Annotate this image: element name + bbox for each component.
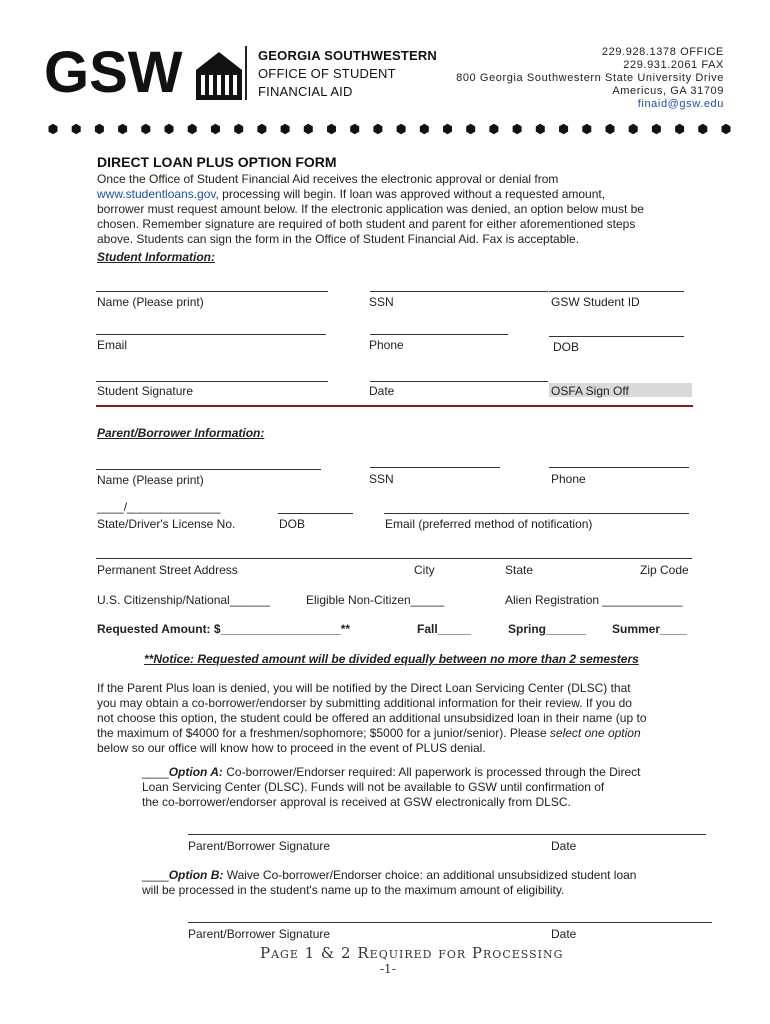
spring-field[interactable]: Spring______: [508, 622, 587, 636]
license-label: State/Driver's License No.: [97, 517, 236, 531]
citizenship-field[interactable]: U.S. Citizenship/National______: [97, 593, 270, 607]
office-line-1: GEORGIA SOUTHWESTERN: [258, 48, 438, 63]
hexagon-dot: [72, 124, 81, 134]
building-icon: [196, 52, 242, 100]
hexagon-dot: [420, 124, 429, 134]
option-a-label: Option A:: [168, 765, 223, 779]
option-b-signature-label: Parent/Borrower Signature: [188, 927, 331, 941]
hexagon-dot: [118, 124, 127, 134]
alien-registration-field[interactable]: Alien Registration ____________: [505, 593, 683, 607]
student-date-line[interactable]: [370, 381, 548, 382]
osfa-signoff-label: OSFA Sign Off: [551, 384, 629, 398]
option-b-signature-line[interactable]: [188, 922, 712, 923]
hexagon-dot: [95, 124, 104, 134]
student-email-line[interactable]: [96, 334, 326, 335]
parent-name-label: Name (Please print): [97, 473, 204, 487]
student-ssn-line[interactable]: [370, 291, 548, 292]
parent-phone-line[interactable]: [549, 467, 689, 468]
street-address-label: Permanent Street Address: [97, 563, 238, 577]
hexagon-dot: [350, 124, 359, 134]
student-email-label: Email: [97, 338, 128, 352]
student-phone-label: Phone: [369, 338, 404, 352]
hexagon-dot: [606, 124, 615, 134]
summer-field[interactable]: Summer____: [612, 622, 687, 636]
student-signature-line[interactable]: [96, 381, 328, 382]
street-address: 800 Georgia Southwestern State University Drive: [456, 72, 724, 84]
hexagon-dot: [234, 124, 243, 134]
parent-dob-label: DOB: [279, 517, 306, 531]
student-dob-label: DOB: [553, 340, 580, 354]
option-b-label: Option B:: [168, 868, 224, 882]
hexagon-dot-border: [47, 120, 732, 138]
parent-email-line[interactable]: [384, 513, 689, 514]
student-dob-line[interactable]: [549, 336, 684, 337]
student-id-line[interactable]: [549, 291, 684, 292]
parent-phone-label: Phone: [551, 472, 586, 486]
zip-label: Zip Code: [640, 563, 689, 577]
parent-dob-line[interactable]: [278, 513, 353, 514]
gsw-logo: [44, 42, 244, 104]
hexagon-dot: [489, 124, 498, 134]
option-a-block: ____Option A: Co-borrower/Endorser required: All paperwork is processed through the Direct Loan Servicing Center (DLSC). Funds will not be available to GSW until confirmation of the co-borrower/endorser approval is received at GSW electronically from DLSC.: [142, 765, 641, 809]
hexagon-dot: [443, 124, 452, 134]
requested-amount-field[interactable]: Requested Amount: $__________________**: [97, 622, 351, 636]
parent-ssn-label: SSN: [369, 472, 394, 486]
hexagon-dot: [466, 124, 475, 134]
hexagon-dot: [281, 124, 290, 134]
student-date-label: Date: [369, 384, 395, 398]
logo-text: GSW: [44, 42, 183, 104]
parent-email-label: Email (preferred method of notification): [385, 517, 593, 531]
office-line-3: FINANCIAL AID: [258, 84, 353, 99]
parent-info-heading: Parent/Borrower Information:: [97, 426, 265, 440]
student-ssn-label: SSN: [369, 295, 394, 309]
office-phone: 229.928.1378 OFFICE: [601, 46, 724, 58]
parent-name-line[interactable]: [96, 469, 321, 470]
state-label: State: [505, 563, 534, 577]
hexagon-dot: [257, 124, 266, 134]
option-a-signature-label: Parent/Borrower Signature: [188, 839, 331, 853]
student-id-label: GSW Student ID: [551, 295, 640, 309]
hexagon-dot: [582, 124, 591, 134]
option-a-signature-line[interactable]: [188, 834, 706, 835]
studentloans-link[interactable]: www.studentloans.gov: [97, 187, 216, 201]
office-line-2: OFFICE OF STUDENT: [258, 66, 396, 81]
hexagon-dot: [513, 124, 522, 134]
student-name-line[interactable]: [96, 291, 328, 292]
hexagon-dot: [188, 124, 197, 134]
hexagon-dot: [652, 124, 661, 134]
city-address: Americus, GA 31709: [612, 85, 724, 97]
fax-number: 229.931.2061 FAX: [623, 59, 724, 71]
header-divider: [245, 46, 247, 100]
student-signature-label: Student Signature: [97, 384, 194, 398]
hexagon-dot: [722, 124, 731, 134]
hexagon-dot: [536, 124, 545, 134]
denial-paragraph: If the Parent Plus loan is denied, you will be notified by the Direct Loan Servicing Center (DLSC) that you may obtain a co-borrower/endorser by submitting additional information for their review. If you do not choose this option, the student could be offered an additional unsubsidized loan in their name (up to the maximum of $4000 for a freshmen/sophomore; $5000 for a junior/senior). Please select one option below so our office will know how to proceed in the event of PLUS denial.: [97, 681, 647, 755]
hexagon-dot: [165, 124, 174, 134]
section-divider: [96, 405, 693, 407]
hexagon-dot: [304, 124, 313, 134]
student-info-heading: Student Information:: [97, 250, 215, 264]
hexagon-dot: [698, 124, 707, 134]
option-a-blank[interactable]: ____: [142, 765, 169, 779]
noncitizen-field[interactable]: Eligible Non-Citizen_____: [306, 593, 445, 607]
intro-paragraph: Once the Office of Student Financial Aid receives the electronic approval or denial from www.studentloans.gov, processing will begin. If loan was approved without a requested amount, borrower must request amount below. If the electronic application was denied, an option below must be chosen. Remember signature are required of both student and parent for either aforementioned steps above. Students can sign the form in the Office of Student Financial Aid. Fax is acceptable.: [97, 172, 644, 246]
address-line[interactable]: [96, 558, 692, 559]
option-b-date-label: Date: [551, 927, 577, 941]
hexagon-dot: [211, 124, 220, 134]
page-number: -1-: [380, 962, 396, 976]
fall-field[interactable]: Fall_____: [417, 622, 472, 636]
student-name-label: Name (Please print): [97, 295, 204, 309]
hexagon-dot: [675, 124, 684, 134]
option-a-date-label: Date: [551, 839, 577, 853]
required-footer: Page 1 & 2 Required for Processing: [260, 944, 564, 962]
student-phone-line[interactable]: [370, 334, 508, 335]
email-link[interactable]: finaid@gsw.edu: [637, 98, 724, 110]
option-b-block: ____Option B: Waive Co-borrower/Endorser choice: an additional unsubsidized student loan will be processed in the student's name up to the maximum amount of eligibility.: [142, 868, 637, 897]
hexagon-dot: [327, 124, 336, 134]
hexagon-dot: [141, 124, 150, 134]
hexagon-dot: [397, 124, 406, 134]
notice-text: **Notice: Requested amount will be divided equally between no more than 2 semesters: [144, 652, 639, 666]
hexagon-dot: [373, 124, 382, 134]
parent-ssn-line[interactable]: [370, 467, 500, 468]
option-b-blank[interactable]: ____: [142, 868, 169, 882]
form-title: DIRECT LOAN PLUS OPTION FORM: [97, 154, 337, 170]
hexagon-dot: [629, 124, 638, 134]
city-label: City: [414, 563, 435, 577]
hexagon-dot: [49, 124, 58, 134]
hexagon-dot: [559, 124, 568, 134]
license-blank[interactable]: ____/______________: [97, 500, 221, 514]
